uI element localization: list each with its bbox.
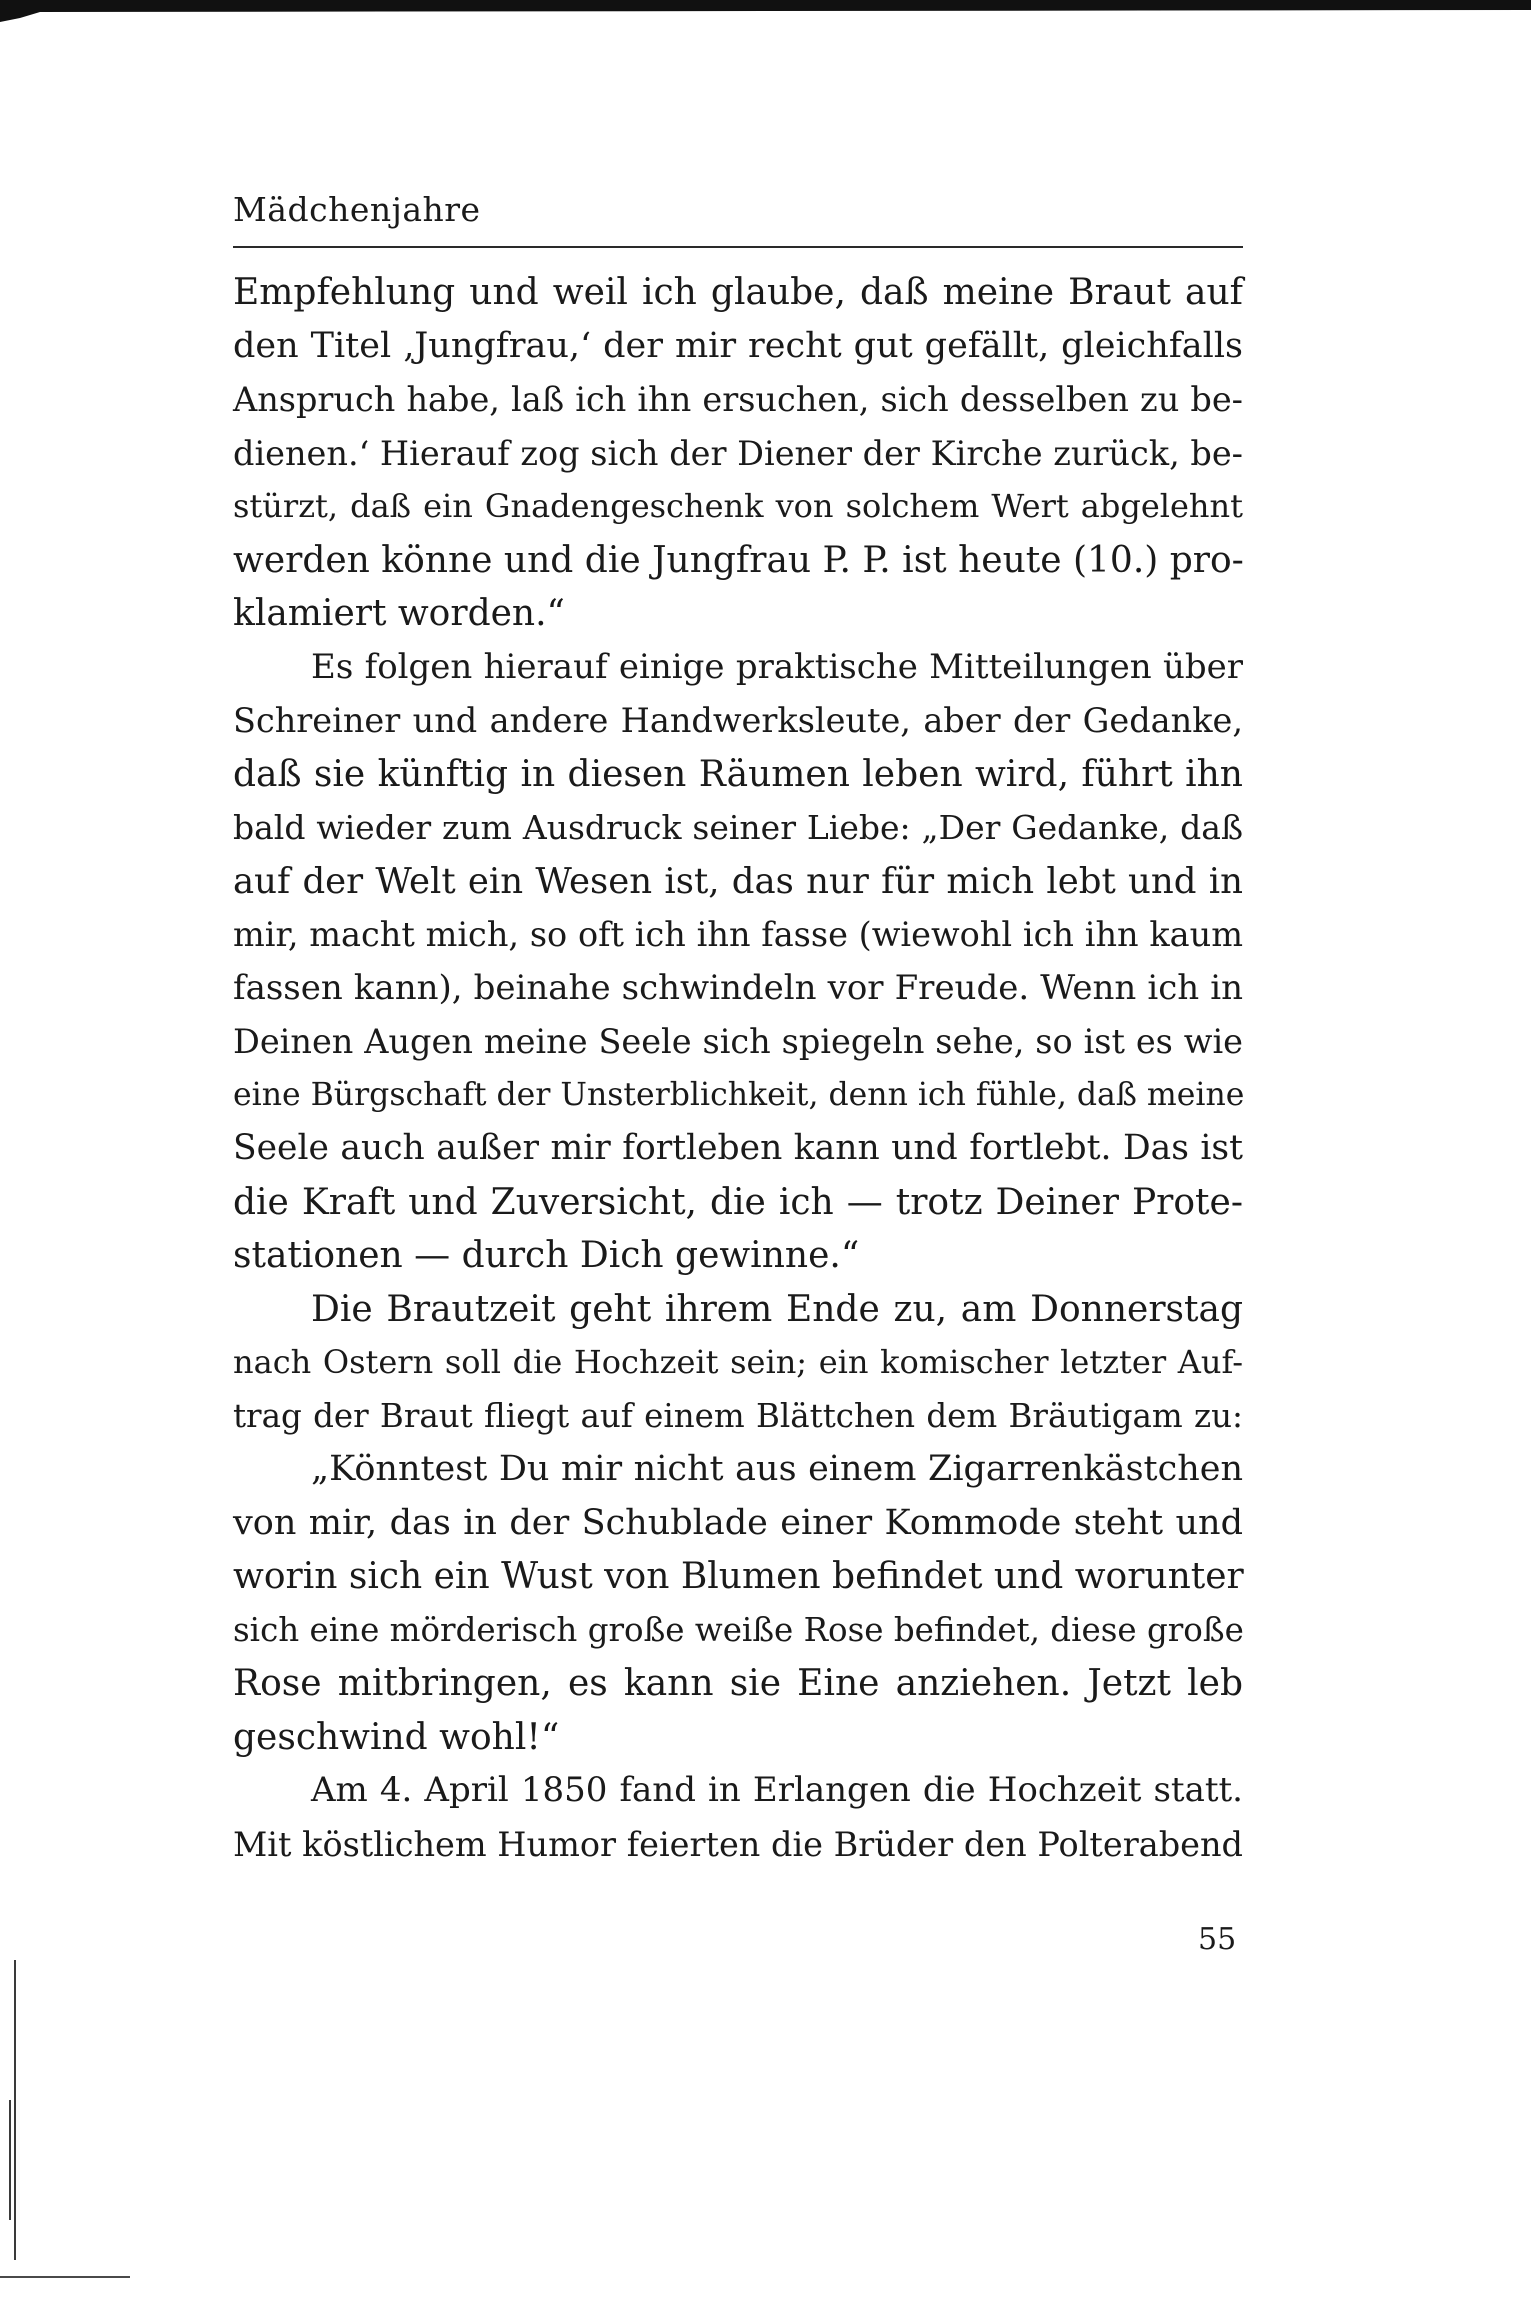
text-line: fassen kann), beinahe schwindeln vor Freude. Wenn ich in xyxy=(233,967,1243,1008)
text-line: nach Ostern soll die Hochzeit sein; ein komischer letzter Auf- xyxy=(233,1343,1243,1381)
text-line: Mit köstlichem Humor feierten die Brüder den Polterabend xyxy=(233,1824,1243,1864)
top-edge-rule xyxy=(0,0,1531,22)
text-line: Die Brautzeit geht ihrem Ende zu, am Donnerstag xyxy=(311,1288,1243,1330)
text-line: werden könne und die Jungfrau P. P. ist heute (10.) pro- xyxy=(233,539,1244,581)
text-line: mir, macht mich, so oft ich ihn fasse (wiewohl ich ihn kaum xyxy=(233,915,1243,954)
text-line: Am 4. April 1850 fand in Erlangen die Hochzeit statt. xyxy=(311,1770,1243,1810)
text-line: trag der Braut fliegt auf einem Blättchen dem Bräutigam zu: xyxy=(233,1396,1243,1435)
text-line: eine Bürgschaft der Unsterblichkeit, denn ich fühle, daß meine xyxy=(233,1076,1245,1113)
text-line: Seele auch außer mir fortleben kann und fortlebt. Das ist xyxy=(233,1128,1243,1168)
text-line: Es folgen hierauf einige praktische Mitteilungen über xyxy=(311,646,1243,687)
text-line: Deinen Augen meine Seele sich spiegeln sehe, so ist es wie xyxy=(233,1022,1243,1061)
text-line: den Titel ‚Jungfrau,‘ der mir recht gut gefällt, gleichfalls xyxy=(233,325,1243,366)
text-line: „Könntest Du mir nicht aus einem Zigarrenkästchen xyxy=(311,1449,1243,1489)
text-line: klamiert worden.“ xyxy=(233,593,565,634)
text-line: bald wieder zum Ausdruck seiner Liebe: „Der Gedanke, daß xyxy=(233,808,1243,847)
binding-edge-mark xyxy=(9,2100,11,2220)
text-line: von mir, das in der Schublade einer Kommode steht und xyxy=(233,1502,1243,1543)
text-line: stürzt, daß ein Gnadengeschenk von solchem Wert abgelehnt xyxy=(233,487,1243,525)
text-line: Schreiner und andere Handwerksleute, aber der Gedanke, xyxy=(233,701,1243,740)
text-line: daß sie künftig in diesen Räumen leben wird, führt ihn xyxy=(233,753,1243,795)
text-line: stationen — durch Dich gewinne.“ xyxy=(233,1235,860,1276)
body-text xyxy=(233,266,1243,1871)
text-line: geschwind wohl!“ xyxy=(233,1716,560,1758)
text-line: Empfehlung und weil ich glaube, daß meine Braut auf xyxy=(233,272,1243,313)
text-line: die Kraft und Zuversicht, die ich — trotz Deiner Prote- xyxy=(233,1181,1243,1223)
text-line: dienen.‘ Hierauf zog sich der Diener der Kirche zurück, be- xyxy=(233,433,1243,473)
text-line: auf der Welt ein Wesen ist, das nur für mich lebt und in xyxy=(233,860,1243,902)
page-number: 55 xyxy=(1198,1922,1237,1957)
text-line: Rose mitbringen, es kann sie Eine anziehen. Jetzt leb xyxy=(233,1663,1243,1704)
text-line: Anspruch habe, laß ich ihn ersuchen, sich desselben zu be- xyxy=(233,380,1243,419)
header-divider xyxy=(233,246,1243,248)
running-head: Mädchenjahre xyxy=(233,190,481,229)
text-line: sich eine mörderisch große weiße Rose befindet, diese große xyxy=(233,1610,1244,1649)
bottom-edge-mark xyxy=(0,2276,130,2278)
binding-edge-mark xyxy=(14,1960,16,2260)
text-line: worin sich ein Wust von Blumen befindet und worunter xyxy=(233,1556,1244,1597)
